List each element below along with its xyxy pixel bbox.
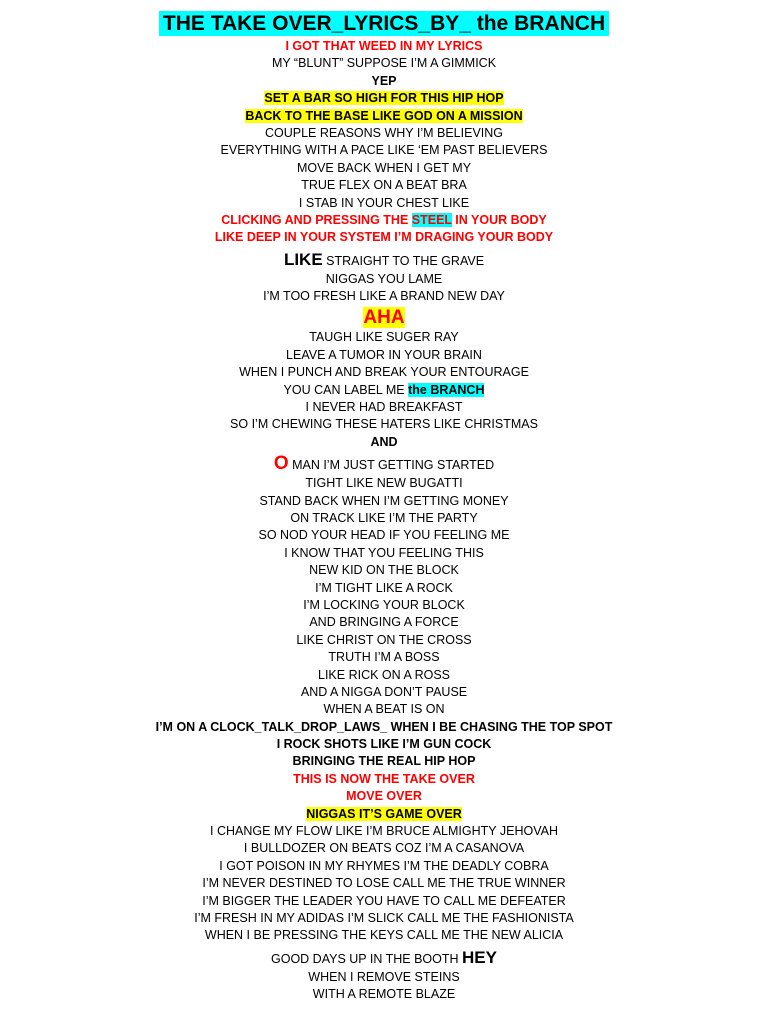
lyric-line: NEW KID ON THE BLOCK bbox=[309, 563, 459, 578]
lyric-line: TIGHT LIKE NEW BUGATTI bbox=[305, 476, 463, 491]
lyric-line: NIGGAS YOU LAME bbox=[325, 271, 443, 286]
lyric-line: EVERYTHING WITH A PACE LIKE ‘EM PAST BELIEVERS bbox=[220, 143, 548, 158]
lyric-line: LEAVE A TUMOR IN YOUR BRAIN bbox=[286, 347, 482, 362]
lyric-line: ON TRACK LIKE I’M THE PARTY bbox=[290, 510, 478, 525]
lyric-segment: GOOD DAYS UP IN THE BOOTH bbox=[271, 951, 463, 966]
lyric-segment: YOU CAN LABEL ME bbox=[283, 382, 409, 397]
emphasis-word: HEY bbox=[462, 947, 497, 967]
lyric-line bbox=[0, 945, 768, 969]
highlighted-text: BACK TO THE BASE LIKE GOD ON A MISSION bbox=[245, 108, 523, 123]
lyric-line: WHEN A BEAT IS ON bbox=[323, 702, 445, 717]
lyric-line: SO NOD YOUR HEAD IF YOU FEELING ME bbox=[258, 528, 510, 543]
lyric-line: STAND BACK WHEN I’M GETTING MONEY bbox=[259, 493, 509, 508]
lyric-line: I CHANGE MY FLOW LIKE I’M BRUCE ALMIGHTY JEHOVAH bbox=[210, 824, 558, 839]
lyric-line: I’M TOO FRESH LIKE A BRAND NEW DAY bbox=[263, 289, 505, 304]
lyric-line: I NEVER HAD BREAKFAST bbox=[305, 400, 463, 415]
lyric-line: I BULLDOZER ON BEATS COZ I’M A CASANOVA bbox=[243, 841, 525, 856]
lyric-line: LIKE RICK ON A ROSS bbox=[318, 667, 450, 682]
lyric-line bbox=[0, 90, 768, 107]
lyric-line: AND A NIGGA DON’T PAUSE bbox=[300, 684, 468, 699]
lyric-line: AND BRINGING A FORCE bbox=[309, 615, 459, 630]
lyric-line: COUPLE REASONS WHY I’M BELIEVING bbox=[264, 125, 504, 140]
lyric-line: I KNOW THAT YOU FEELING THIS bbox=[284, 545, 484, 560]
lyric-line: WHEN I PUNCH AND BREAK YOUR ENTOURAGE bbox=[239, 365, 529, 380]
lyric-line: LIKE DEEP IN YOUR SYSTEM I’M DRAGING YOUR BODY bbox=[214, 230, 554, 245]
lyric-line: TAUGH LIKE SUGER RAY bbox=[309, 330, 459, 345]
lyric-line: YEP bbox=[371, 73, 397, 88]
lyric-segment: MAN I’M JUST GETTING STARTED bbox=[288, 458, 495, 473]
lyric-line: LIKE CHRIST ON THE CROSS bbox=[296, 632, 472, 647]
lyric-line: MOVE OVER bbox=[346, 789, 422, 804]
lyric-line bbox=[0, 451, 768, 475]
highlighted-text: STEEL bbox=[411, 212, 452, 227]
lyric-segment: IN YOUR BODY bbox=[451, 212, 547, 227]
lyric-line bbox=[0, 305, 768, 329]
lyric-line: THIS IS NOW THE TAKE OVER bbox=[293, 771, 475, 786]
lyric-line: BRINGING THE REAL HIP HOP bbox=[292, 754, 476, 769]
lyric-line: I’M ON A CLOCK_TALK_DROP_LAWS_ WHEN I BE CHASING THE TOP SPOT bbox=[155, 719, 613, 734]
emphasis-word: O bbox=[273, 453, 289, 475]
page-title bbox=[0, 12, 768, 36]
lyrics-body bbox=[0, 38, 768, 1004]
lyric-line bbox=[0, 212, 768, 229]
lyric-line: SO I’M CHEWING THESE HATERS LIKE CHRISTMAS bbox=[230, 417, 538, 432]
emphasis-word: LIKE bbox=[283, 249, 323, 269]
lyric-line: I’M BIGGER THE LEADER YOU HAVE TO CALL ME DEFEATER bbox=[202, 893, 566, 908]
lyric-line: MOVE BACK WHEN I GET MY bbox=[296, 160, 472, 175]
highlighted-text: NIGGAS IT’S GAME OVER bbox=[306, 806, 462, 821]
lyric-segment: CLICKING AND PRESSING THE bbox=[221, 212, 412, 227]
emphasis-word: AHA bbox=[363, 307, 405, 329]
lyric-line bbox=[0, 806, 768, 823]
lyric-line: AND bbox=[370, 434, 398, 449]
lyric-segment: STRAIGHT TO THE GRAVE bbox=[322, 253, 485, 268]
highlighted-text: SET A BAR SO HIGH FOR THIS HIP HOP bbox=[264, 91, 504, 106]
lyric-line: WITH A REMOTE BLAZE bbox=[312, 987, 456, 1002]
lyric-line bbox=[0, 382, 768, 399]
lyric-line bbox=[0, 108, 768, 125]
lyric-line: MY “BLUNT” SUPPOSE I’M A GIMMICK bbox=[271, 56, 497, 71]
lyric-line: I GOT POISON IN MY RHYMES I’M THE DEADLY COBRA bbox=[219, 858, 549, 873]
lyric-line: I GOT THAT WEED IN MY LYRICS bbox=[285, 39, 483, 53]
title-text: THE TAKE OVER_LYRICS_BY_ the BRANCH bbox=[159, 11, 609, 36]
lyric-line: TRUTH I’M A BOSS bbox=[328, 650, 440, 665]
highlighted-text: the BRANCH bbox=[408, 382, 485, 397]
lyric-line: WHEN I REMOVE STEINS bbox=[308, 969, 460, 984]
lyric-line: I STAB IN YOUR CHEST LIKE bbox=[298, 195, 470, 210]
lyric-line: I’M NEVER DESTINED TO LOSE CALL ME THE TRUE WINNER bbox=[202, 876, 566, 891]
lyric-line: TRUE FLEX ON A BEAT BRA bbox=[301, 178, 467, 193]
lyric-line: I’M LOCKING YOUR BLOCK bbox=[303, 597, 465, 612]
lyric-line: I ROCK SHOTS LIKE I’M GUN COCK bbox=[276, 737, 492, 752]
lyric-line: I’M FRESH IN MY ADIDAS I’M SLICK CALL ME THE FASHIONISTA bbox=[194, 910, 574, 925]
lyric-line bbox=[0, 247, 768, 271]
lyric-line: I’M TIGHT LIKE A ROCK bbox=[315, 580, 453, 595]
lyric-line: WHEN I BE PRESSING THE KEYS CALL ME THE NEW ALICIA bbox=[204, 928, 564, 943]
